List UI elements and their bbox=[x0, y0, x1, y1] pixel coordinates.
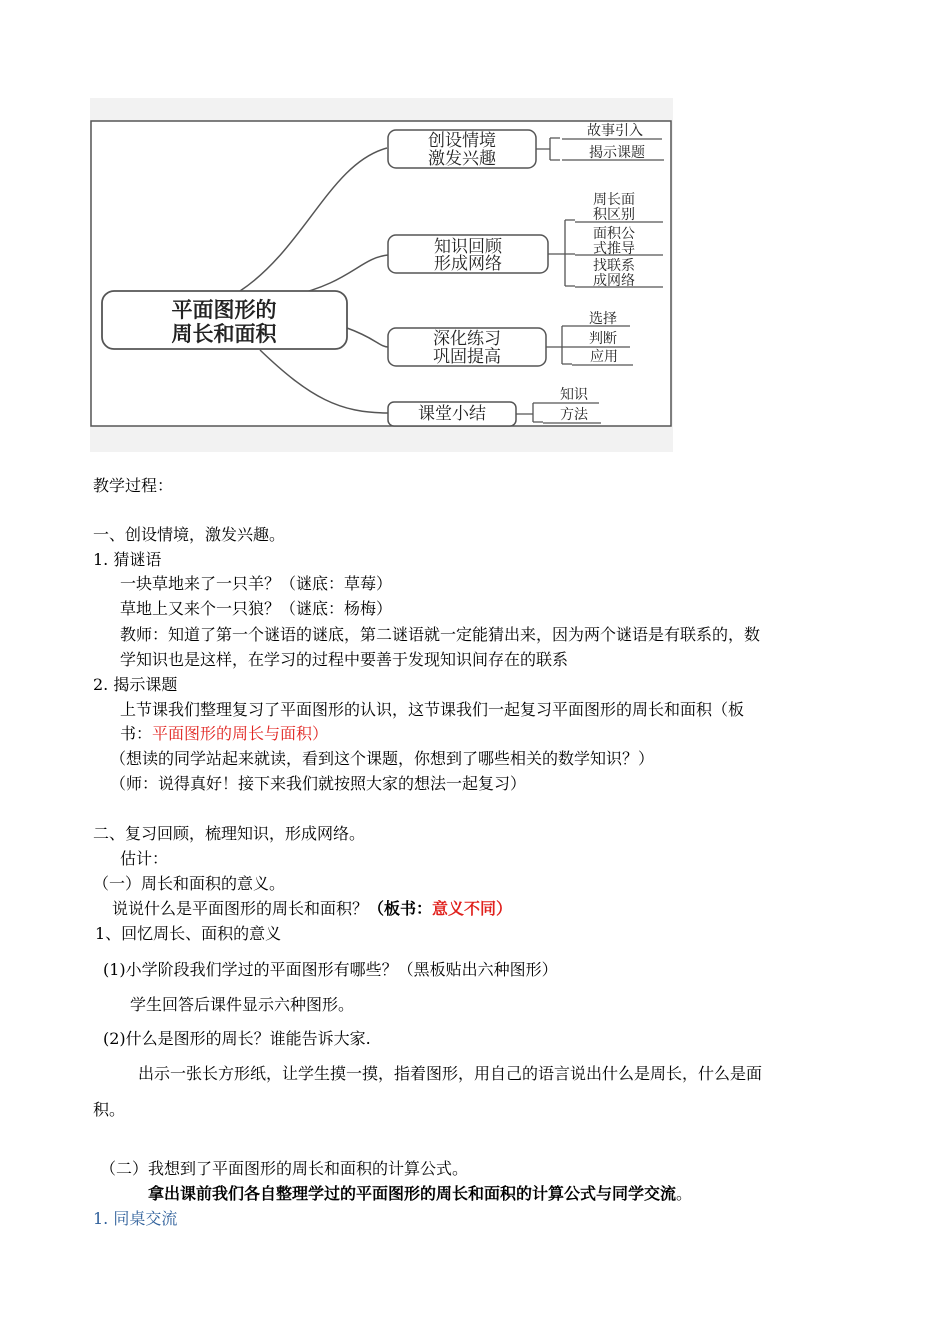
question-1-answer: 学生回答后课件显示六种图形。 bbox=[130, 995, 355, 1014]
section-1-title: 一、创设情境，激发兴趣。 bbox=[93, 525, 286, 544]
mind-map-root-line2: 周长和面积 bbox=[171, 322, 277, 346]
recall-item: 1、回忆周长、面积的意义 bbox=[95, 924, 282, 943]
leaf-apply: 应用 bbox=[590, 349, 618, 365]
mind-map-frame bbox=[91, 121, 671, 426]
branch-2-line1: 知识回顾 bbox=[434, 237, 502, 257]
branch-3-line2: 巩固提高 bbox=[433, 347, 501, 367]
board-meaning-red: 意义不同） bbox=[432, 899, 513, 918]
topic-paragraph-line1: 上节课我们整理复习了平面图形的认识，这节课我们一起复习平面图形的周长和面积（板 bbox=[120, 700, 745, 719]
question-1: (1)小学阶段我们学过的平面图形有哪些？（黑板贴出六种图形） bbox=[103, 960, 558, 979]
topic-paragraph-line2 bbox=[120, 723, 328, 745]
question-2: (2)什么是图形的周长？谁能告诉大家. bbox=[103, 1029, 371, 1048]
branch-1-line2: 激发兴趣 bbox=[428, 149, 496, 169]
list-item-reveal-topic: 2. 揭示课题 bbox=[93, 675, 178, 694]
leaf-choose: 选择 bbox=[589, 311, 617, 327]
branch-2-line2: 形成网络 bbox=[434, 254, 502, 274]
branch-3-line1: 深化练习 bbox=[433, 329, 501, 349]
show-paper-line2: 积。 bbox=[93, 1100, 126, 1119]
think-prompt: （想读的同学站起来就读，看到这个课题，你想到了哪些相关的数学知识？） bbox=[110, 749, 655, 768]
subsection-1-title: （一）周长和面积的意义。 bbox=[93, 874, 286, 893]
board-topic-red: 平面图形的周长与面积） bbox=[152, 724, 329, 743]
leaf-reveal-topic: 揭示课题 bbox=[589, 145, 645, 161]
riddle-2: 草地上又来个一只狼？（谜底：杨梅） bbox=[120, 599, 393, 618]
leaf-network-1: 找联系 bbox=[593, 258, 635, 274]
leaf-story-intro: 故事引入 bbox=[587, 123, 643, 139]
question-meaning bbox=[112, 898, 512, 920]
riddle-1: 一块草地来了一只羊？（谜底：草莓） bbox=[120, 574, 393, 593]
subsection-2-title: （二）我想到了平面图形的周长和面积的计算公式。 bbox=[100, 1159, 469, 1178]
leaf-knowledge: 知识 bbox=[560, 387, 588, 403]
leaf-perimeter-area-diff-2: 积区别 bbox=[593, 207, 635, 223]
leaf-area-formula-2: 式推导 bbox=[593, 241, 635, 257]
leaf-method: 方法 bbox=[560, 407, 588, 423]
mind-map-figure bbox=[90, 98, 673, 452]
formula-exchange bbox=[148, 1183, 692, 1205]
question-text: 说说什么是平面图形的周长和面积？ bbox=[112, 899, 369, 918]
formula-exchange-bold: 拿出课前我们各自整理学过的平面图形的周长和面积的计算公式与同学交流 bbox=[148, 1184, 677, 1203]
branch-1-line1: 创设情境 bbox=[428, 131, 496, 151]
board-prefix: 书： bbox=[120, 724, 153, 743]
board-label-bold: （板书： bbox=[368, 899, 433, 918]
show-paper-line1: 出示一张长方形纸，让学生摸一摸，指着图形，用自己的语言说出什么是周长，什么是面 bbox=[138, 1064, 763, 1083]
leaf-judge: 判断 bbox=[589, 331, 617, 347]
teacher-remark-line2: 学知识也是这样，在学习的过程中要善于发现知识间存在的联系 bbox=[120, 650, 569, 669]
section-2-title: 二、复习回顾，梳理知识，形成网络。 bbox=[93, 824, 366, 843]
branch-4-label: 课堂小结 bbox=[418, 404, 486, 424]
leaf-area-formula-1: 面积公 bbox=[593, 226, 635, 242]
leaf-perimeter-area-diff-1: 周长面 bbox=[593, 192, 635, 208]
section-heading: 教学过程： bbox=[93, 476, 174, 495]
mind-map-diagram bbox=[90, 98, 673, 452]
list-item-riddle: 1. 猜谜语 bbox=[93, 550, 162, 569]
list-item-desk-exchange: 1. 同桌交流 bbox=[93, 1209, 178, 1228]
leaf-network-2: 成网络 bbox=[593, 273, 635, 289]
formula-exchange-end: 。 bbox=[676, 1184, 693, 1203]
estimate-label: 估计： bbox=[120, 849, 169, 868]
teacher-remark-line1: 教师：知道了第一个谜语的谜底，第二谜语就一定能猜出来，因为两个谜语是有联系的，数 bbox=[120, 625, 761, 644]
mind-map-root-line1: 平面图形的 bbox=[171, 298, 277, 322]
teacher-praise: （师：说得真好！接下来我们就按照大家的想法一起复习） bbox=[110, 774, 527, 793]
